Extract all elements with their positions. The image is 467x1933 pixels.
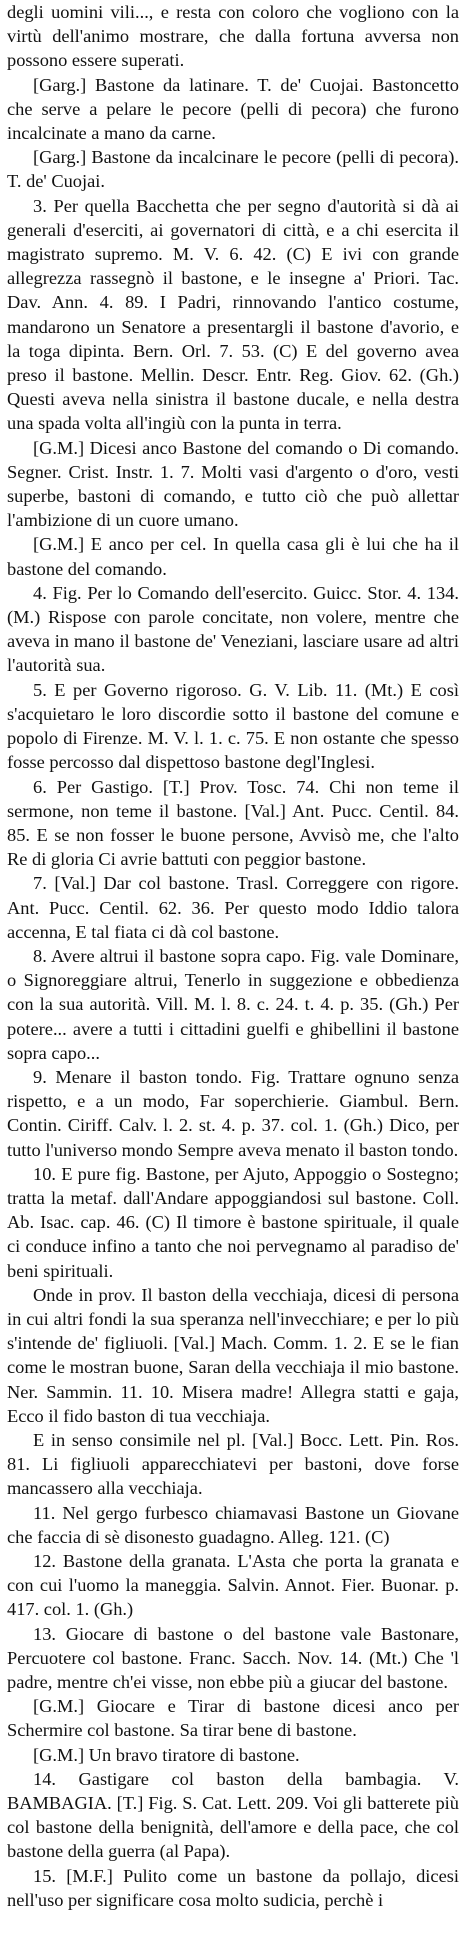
paragraph-sense-3: 3. Per quella Bacchetta che per segno d'autorità si dà ai generali d'eserciti, ai governatori di città, e a chi esercita il magistrato supremo. M. V. 6. 42. (C) E ivi con grande allegrezza rassegnò il bastone, e le insegne a' Priori. Tac. Dav. Ann. 4. 89. I Padri, rinnovando l'antico costume, mandarono un Senatore a presentargli il bastone d'avorio, e la toga dipinta. Bern. Orl. 7. 53. (C) E del governo avea preso il bastone. Mellin. Descr. Entr. Reg. Giov. 62. (Gh.) Questi aveva nella sinistra il bastone ducale, e nella destra una spada volta all'ingiù con la punta in terra. [7, 195, 459, 434]
paragraph-baston-della-vecchiaja: Onde in prov. Il baston della vecchiaja, dicesi di persona in cui altri fondi la sua speranza nell'invecchiare; e per lo più s'intende de' figliuoli. [Val.] Mach. Comm. 1. 2. E se le fian come le mostran buone, Saran della vecchiaja il mio bastone. Ner. Sammin. 11. 10. Misera madre! Allegra statti e gaja, Ecco il fido baston di tua vecchiaja. [7, 1284, 459, 1426]
paragraph-sense-5: 5. E per Governo rigoroso. G. V. Lib. 11. (Mt.) E così s'acquietaro le loro discordie sotto il bastone del comune e popolo di Firenze. M. V. l. 1. c. 75. E non ostante che spesso fosse percosso dal dispettoso bastone degl'Inglesi. [7, 679, 459, 773]
paragraph-gm-tiratore: [G.M.] Un bravo tiratore di bastone. [33, 1744, 300, 1765]
paragraph-sense-12: 12. Bastone della granata. L'Asta che porta la granata e con cui l'uomo la maneggia. Salvin. Annot. Fier. Buonar. p. 417. col. 1. (Gh.) [7, 1551, 459, 1620]
paragraph-sense-13: 13. Giocare di bastone o del bastone vale Bastonare, Percuotere col bastone. Franc. Sacch. Nov. 14. (Mt.) Che 'l padre, mentre ch'ei visse, non ebbe più a giucar del bastone. [7, 1623, 459, 1693]
paragraph-sense-9: 9. Menare il baston tondo. Fig. Trattare ognuno senza rispetto, e a un modo, Far soperchierie. Giambul. Bern. Contin. Ciriff. Calv. l. 2. st. 4. p. 37. col. 1. (Gh.) Dico, per tutto l'universo mondo Sempre aveva menato il baston tondo. [7, 1066, 459, 1160]
paragraph-sense-6: 6. Per Gastigo. [T.] Prov. Tosc. 74. Chi non teme il sermone, non teme il bastone. [Val.] Ant. Pucc. Centil. 84. 85. E se non fosser le buone persone, Avvisò me, che l'alto Re di gloria Ci avrie battuti con peggior bastone. [7, 776, 459, 870]
paragraph-gm-bastone-del-comando: [G.M.] Dicesi anco Bastone del comando o Di comando. Segner. Crist. Instr. 1. 7. Molti vasi d'argento o d'oro, vesti superbe, bastoni di comando, e tutto ciò che può allettar l'ambizione di un cuore umano. [7, 437, 459, 531]
paragraph-garg-bastone-da-incalcinare: [Garg.] Bastone da incalcinare le pecore (pelli di pecora). T. de' Cuojai. [7, 147, 459, 192]
paragraph-garg-bastone-da-latinare: [Garg.] Bastone da latinare. T. de' Cuojai. Bastoncetto che serve a pelare le pecore (pelli di pecora) che furono incalcinate a mano da carne. [7, 74, 459, 144]
paragraph-sense-8: 8. Avere altrui il bastone sopra capo. Fig. vale Dominare, o Signoreggiare altrui, Tenerlo in suggezione e obbedienza con la sua autorità. Vill. M. l. 8. c. 24. t. 4. p. 35. (Gh.) Per potere... avere a tutti i cittadini guelfi e ghibellini il bastone sopra capo... [7, 945, 459, 1063]
paragraph-gm-giocare-di-bastone: [G.M.] Giocare e Tirar di bastone dicesi anco per Schermire col bastone. Sa tirar bene di bastone. [7, 1696, 459, 1741]
paragraph-sense-10: 10. E pure fig. Bastone, per Ajuto, Appoggio o Sostegno; tratta la metaf. dall'Andare appoggiandosi sul bastone. Coll. Ab. Isac. cap. 46. (C) Il timore è bastone spirituale, il quale ci conduce infino a tanto che noi pervegnamo al paradiso de' beni spirituali. [7, 1163, 459, 1281]
paragraph-gm-per-cel: [G.M.] E anco per cel. In quella casa gli è lui che ha il bastone del comando. [7, 534, 459, 579]
paragraph-sense-15: 15. [M.F.] Pulito come un bastone da pollajo, dicesi nell'uso per significare cosa molto sudicia, perchè i [7, 1865, 459, 1910]
paragraph-continuation: degli uomini vili..., e resta con coloro che vogliono con la virtù dell'animo mostrare, che dalla fortuna avversa non possono essere superati. [7, 2, 459, 71]
paragraph-sense-4: 4. Fig. Per lo Comando dell'esercito. Guicc. Stor. 4. 134. (M.) Rispose con parole concitate, non volere, mentre che aveva in mano il bastone de' Veneziani, lasciare usare ad altri l'autorità sua. [7, 582, 459, 676]
paragraph-sense-14: 14. Gastigare col baston della bambagia. V. BAMBAGIA. [T.] Fig. S. Cat. Lett. 209. Voi gli batterete più col bastone della benignità, dell'amore e della pace, che col bastone della guerra (al Papa). [7, 1768, 459, 1862]
paragraph-senso-consimile: E in senso consimile nel pl. [Val.] Bocc. Lett. Pin. Ros. 81. Li figliuoli apparecchiatevi per bastoni, dove forse mancassero alla vecchiaja. [7, 1429, 459, 1499]
paragraph-sense-11: 11. Nel gergo furbesco chiamavasi Bastone un Giovane che faccia di sè disonesto guadagno. Alleg. 121. (C) [7, 1502, 459, 1547]
paragraph-sense-7: 7. [Val.] Dar col bastone. Trasl. Correggere con rigore. Ant. Pucc. Centil. 62. 36. Per questo modo Iddio talora accenna, E tal fiata ci dà col bastone. [7, 873, 459, 942]
